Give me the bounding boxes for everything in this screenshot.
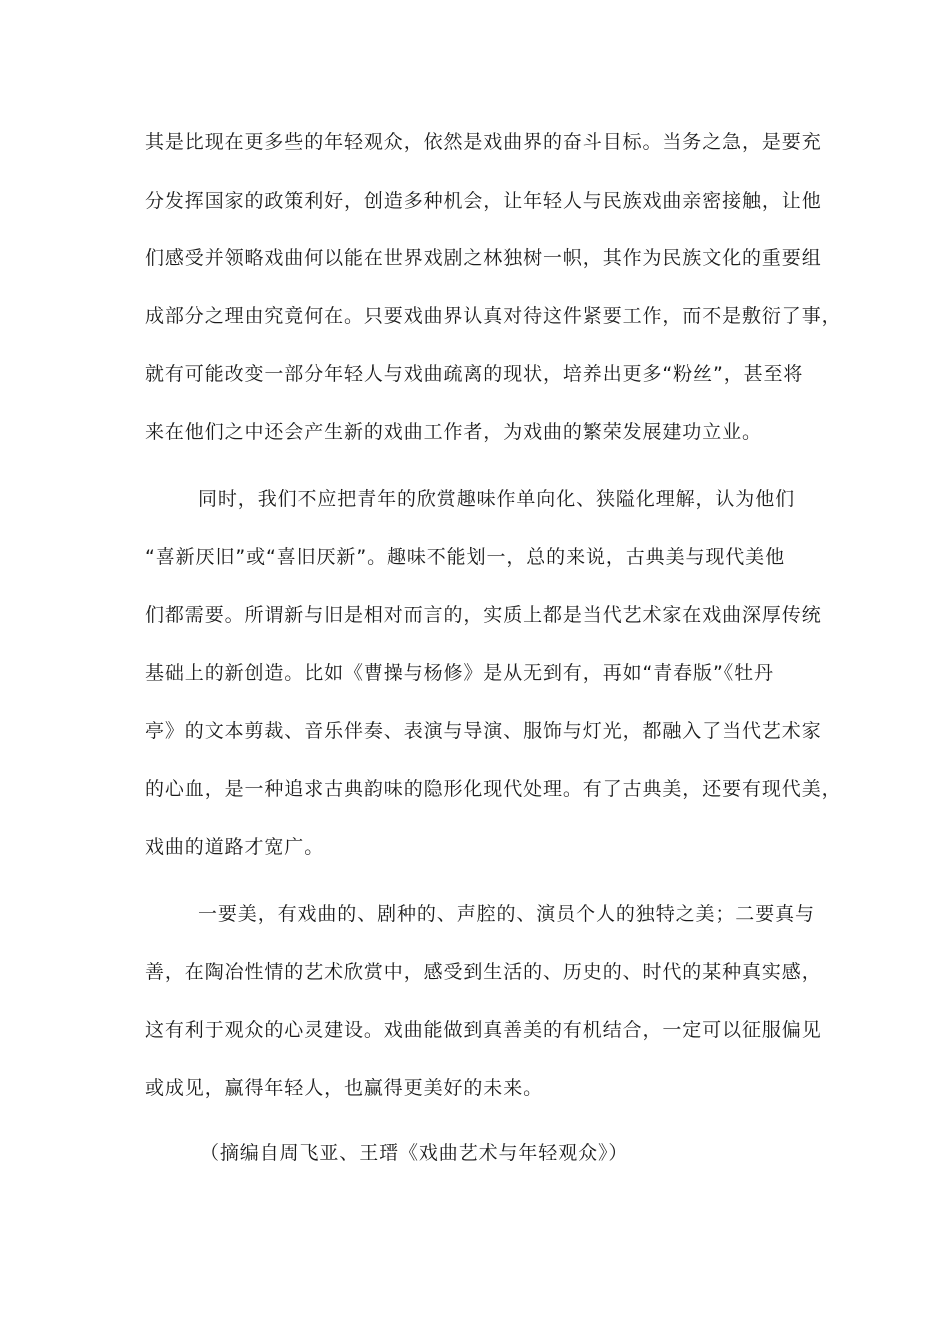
- text-line: 分发挥国家的政策利好，创造多种机会，让年轻人与民族戏曲亲密接触，让他: [145, 190, 822, 212]
- text-line: 来在他们之中还会产生新的戏曲工作者，为戏曲的繁荣发展建功立业。: [145, 421, 762, 443]
- text-line: 的心血，是一种追求古典韵味的隐形化现代处理。有了古典美，还要有现代美，: [145, 778, 842, 800]
- text-line: 基础上的新创造。比如《曹操与杨修》是从无到有，再如“青春版”《牡丹: [145, 662, 774, 684]
- text-line: 戏曲的道路才宽广。: [145, 836, 325, 858]
- text-line: 们感受并领略戏曲何以能在世界戏剧之林独树一帜，其作为民族文化的重要组: [145, 247, 822, 269]
- text-line: 这有利于观众的心灵建设。戏曲能做到真善美的有机结合，一定可以征服偏见: [145, 1019, 822, 1041]
- source-citation: （摘编自周飞亚、王瑨《戏曲艺术与年轻观众》）: [200, 1142, 629, 1164]
- text-line: 其是比现在更多些的年轻观众，依然是戏曲界的奋斗目标。当务之急，是要充: [145, 131, 822, 153]
- text-line: 一要美，有戏曲的、剧种的、声腔的、演员个人的独特之美；二要真与: [198, 903, 815, 925]
- text-line: 善，在陶冶性情的艺术欣赏中，感受到生活的、历史的、时代的某种真实感，: [145, 961, 822, 983]
- text-line: 亭》的文本剪裁、音乐伴奏、表演与导演、服饰与灯光，都融入了当代艺术家: [145, 720, 822, 742]
- text-line: 就有可能改变一部分年轻人与戏曲疏离的现状，培养出更多“粉丝”，甚至将: [145, 363, 804, 385]
- text-line: 或成见，赢得年轻人，也赢得更美好的未来。: [145, 1077, 544, 1099]
- text-line: 们都需要。所谓新与旧是相对而言的，实质上都是当代艺术家在戏曲深厚传统: [145, 604, 822, 626]
- text-line: 同时，我们不应把青年的欣赏趣味作单向化、狭隘化理解，认为他们: [198, 488, 796, 510]
- text-line: “喜新厌旧”或“喜旧厌新”。趣味不能划一，总的来说，古典美与现代美他: [145, 546, 785, 568]
- text-line: 成部分之理由究竟何在。只要戏曲界认真对待这件紧要工作，而不是敷衍了事，: [145, 305, 842, 327]
